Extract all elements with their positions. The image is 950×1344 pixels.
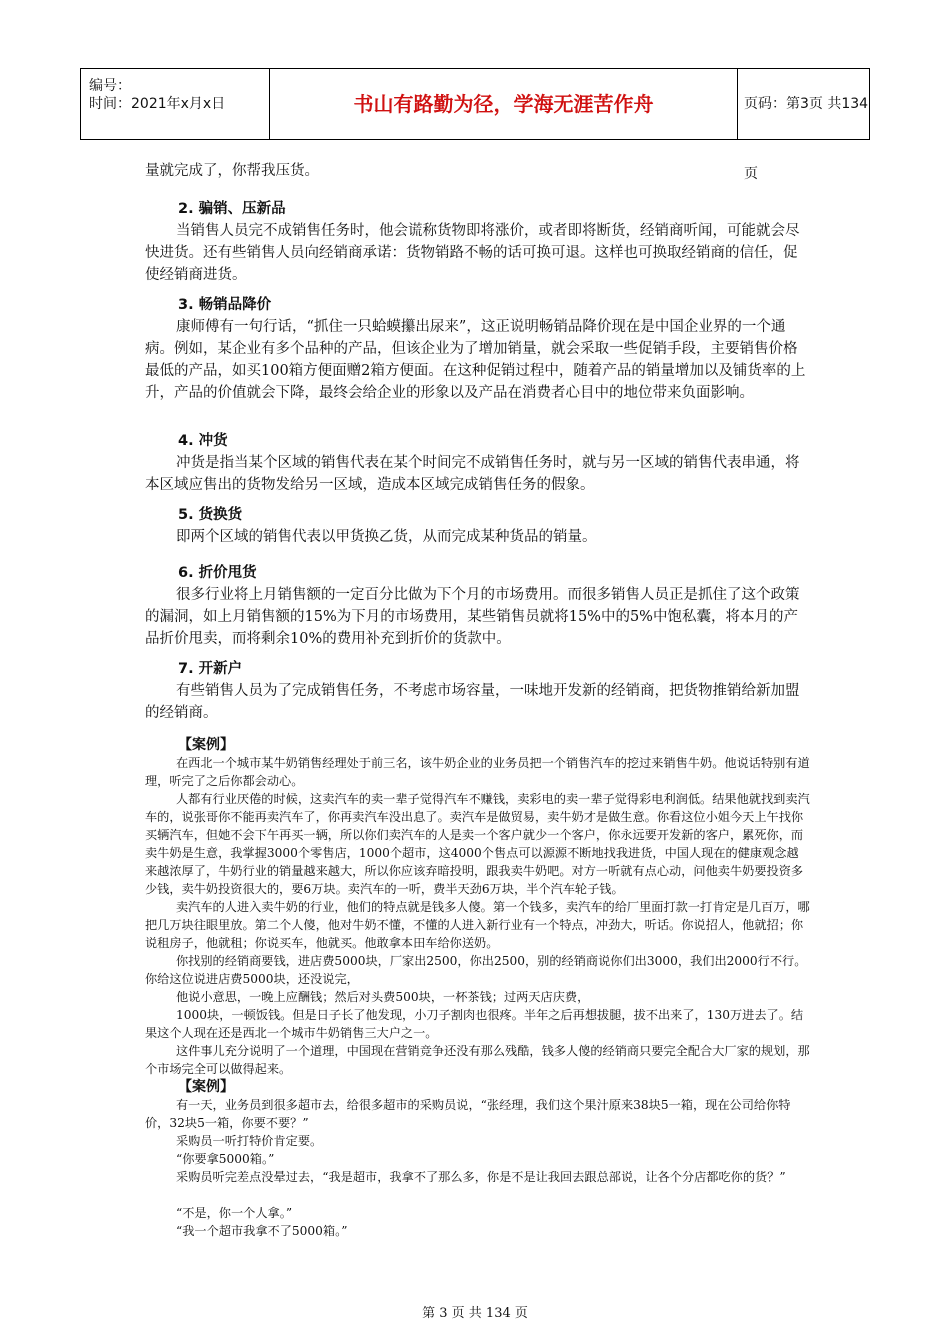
document-number-label: 编号：: [89, 78, 131, 94]
section-heading-5: 5. 货换货: [178, 507, 243, 523]
case1-paragraph: 他说小意思，一晚上应酬钱；然后对头费500块，一杯茶钱；过两天店庆费，: [176, 990, 590, 1004]
case2-paragraph: “不是，你一个人拿。”: [176, 1206, 293, 1220]
paragraph-continued: 量就完成了，你帮我压货。: [145, 163, 319, 179]
section-heading-3: 3. 畅销品降价: [178, 297, 272, 313]
section-paragraph-6: 很多行业将上月销售额的一定百分比做为下个月的市场费用。而很多销售人员正是抓住了这个政策的漏洞，如上月销售额的15%为下月的市场费用，某些销售员就将15%中的5%中饱私囊，将本月的产品折价甩卖，而将剩余10%的费用补充到折价的货款中。: [145, 587, 800, 647]
case1-paragraph: 人都有行业厌倦的时候，这卖汽车的卖一辈子觉得汽车不赚钱，卖彩电的卖一辈子觉得彩电利润低。结果他就找到卖汽车的，说张哥你不能再卖汽车了，你再卖汽车没出息了。卖汽车是做贸易，卖牛奶才是做生意。你看这位小姐今天上午找你买辆汽车，但她不会下午再买一辆，所以你们卖汽车的人是卖一个客户就少一个客户，你永远要开发新的客户，累死你，而卖牛奶是生意，我掌握3000个零售店，1000个超市，这4000个售点可以源源不断地找我进货，中国人现在的健康观念越来越浓厚了，牛奶行业的销量越来越大，所以你应该弃暗投明，跟我卖牛奶吧。对方一听就有点心动，问他卖牛奶要投资多少钱，卖牛奶投资很大的，要6万块。卖汽车的一听，费半天劲6万块，半个汽车轮子钱。: [145, 792, 810, 896]
case-title-2: 【案例】: [178, 1079, 234, 1095]
page-footer: 第 3 页 共 134 页: [422, 1306, 528, 1321]
case1-paragraph: 1000块，一顿饭钱。但是日子长了他发现，小刀子割肉也很疼。半年之后再想拔腿，拔不出来了，130万进去了。结果这个人现在还是西北一个城市牛奶销售三大户之一。: [145, 1008, 804, 1040]
case2-paragraph: “我一个超市我拿不了5000箱。”: [176, 1224, 348, 1238]
section-paragraph-2: 当销售人员完不成销售任务时，他会谎称货物即将涨价，或者即将断货，经销商听闻，可能就会尽快进货。还有些销售人员向经销商承诺：货物销路不畅的话可换可退。这样也可换取经销商的信任，促使经销商进货。: [145, 223, 800, 283]
section-paragraph-5: 即两个区域的销售代表以甲货换乙货，从而完成某种货品的销量。: [176, 529, 597, 545]
section-heading-2: 2. 骗销、压新品: [178, 201, 286, 217]
case-title-1: 【案例】: [178, 737, 234, 753]
case2-paragraph: 采购员一听打特价肯定要。: [176, 1134, 323, 1148]
case1-paragraph: 在西北一个城市某牛奶销售经理处于前三名，该牛奶企业的业务员把一个销售汽车的挖过来销售牛奶。他说话特别有道理，听完了之后你都会动心。: [145, 756, 810, 788]
case1-paragraph: 这件事儿充分说明了一个道理，中国现在营销竞争还没有那么残酷，钱多人傻的经销商只要完全配合大厂家的规划，那个市场完全可以做得起来。: [145, 1044, 810, 1076]
document-time-label: 时间：2021年x月x日: [89, 96, 226, 112]
case2-paragraph: 有一天，业务员到很多超市去，给很多超市的采购员说，“张经理，我们这个果汁原来38块5一箱，现在公司给你特价，32块5一箱，你要不要？”: [145, 1098, 791, 1130]
section-heading-7: 7. 开新户: [178, 661, 243, 677]
section-paragraph-7: 有些销售人员为了完成销售任务，不考虑市场容量，一味地开发新的经销商，把货物推销给新加盟的经销商。: [145, 683, 800, 721]
header-meta-cell: [80, 69, 270, 139]
section-paragraph-3: 康师傅有一句行话，“抓住一只蛤蟆攥出尿来”，这正说明畅销品降价现在是中国企业界的一个通病。例如，某企业有多个品种的产品，但该企业为了增加销量，就会采取一些促销手段，主要销售价格最低的产品，如买100箱方便面赠2箱方便面。在这种促销过程中，随着产品的销量增加以及铺货率的上升，产品的价值就会下降，最终会给企业的形象以及产品在消费者心目中的地位带来负面影响。: [145, 319, 806, 401]
header-motto: 书山有路勤为径，学海无涯苦作舟: [270, 69, 738, 139]
case1-paragraph: 卖汽车的人进入卖牛奶的行业，他们的特点就是钱多人傻。第一个钱多，卖汽车的给厂里面打款一打肯定是几百万，哪把几万块往眼里放。第二个人傻，他对牛奶不懂，不懂的人进入新行业有一个特点，冲劲大，听话。你说招人，他就招；你说租房子，他就租；你说买车，他就买。他敢拿本田车给你送奶。: [145, 900, 810, 950]
section-heading-4: 4. 冲货: [178, 433, 228, 449]
section-paragraph-4: 冲货是指当某个区域的销售代表在某个时间完不成销售任务时，就与另一区域的销售代表串通，将本区域应售出的货物发给另一区域，造成本区域完成销售任务的假象。: [145, 455, 800, 493]
case2-paragraph: 采购员听完差点没晕过去，“我是超市，我拿不了那么多，你是不是让我回去跟总部说，让各个分店都吃你的货？”: [176, 1170, 786, 1184]
case1-paragraph: 你找别的经销商要钱，进店费5000块，厂家出2500，你出2500，别的经销商说你们出3000，我们出2000行不行。你给这位说进店费5000块，还没说完，: [145, 954, 807, 986]
case2-paragraph: “你要拿5000箱。”: [176, 1152, 275, 1166]
header-page-info: 页码：第3页 共134页: [738, 69, 870, 139]
section-heading-6: 6. 折价甩货: [178, 565, 257, 581]
